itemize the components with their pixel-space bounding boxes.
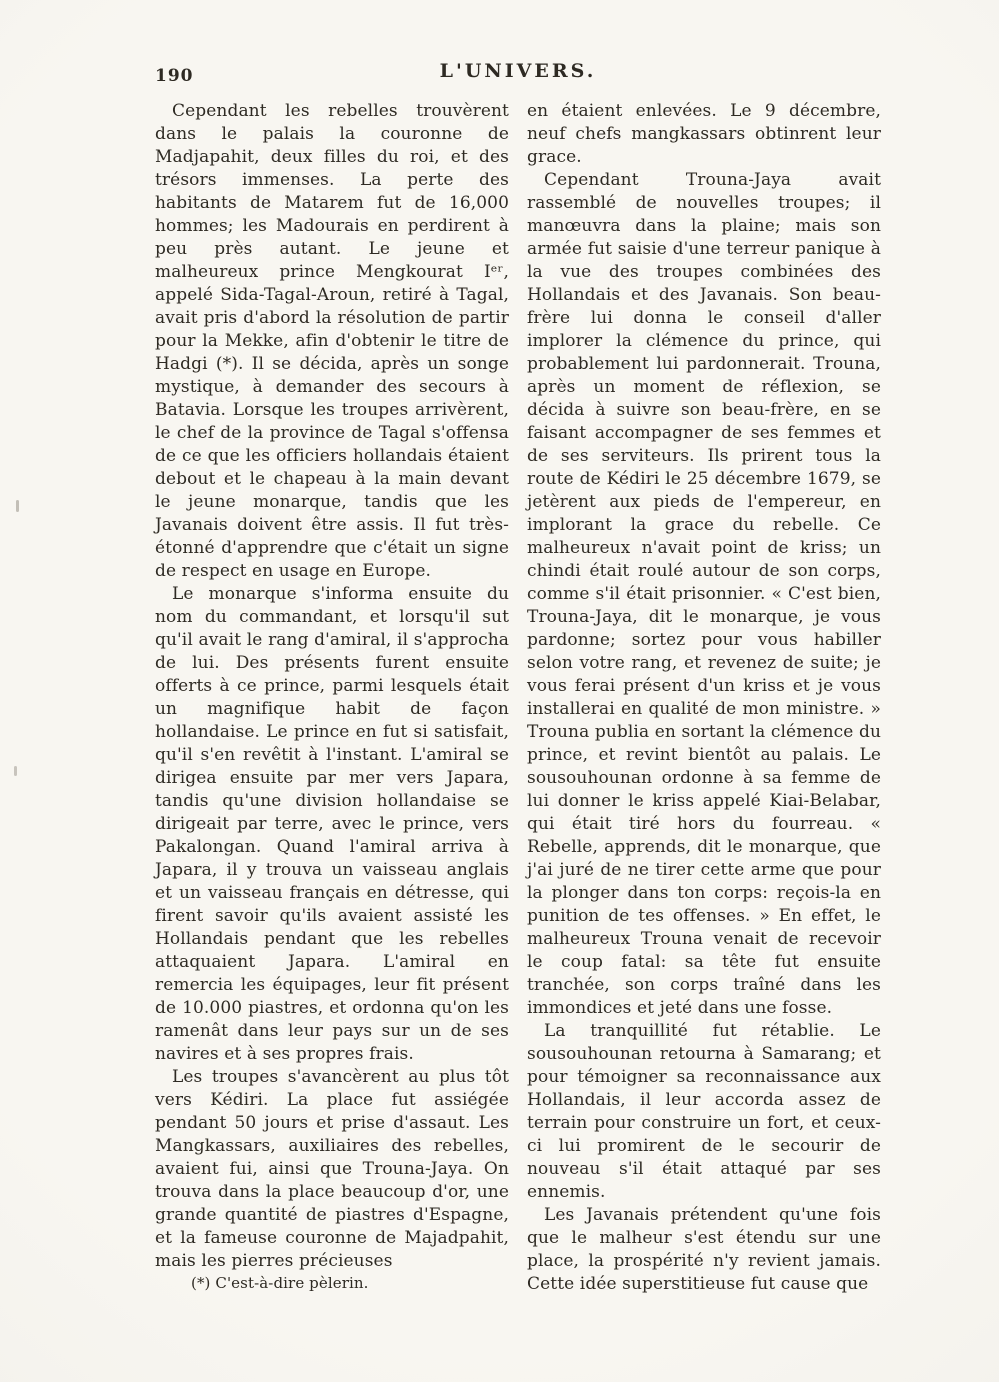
paragraph: Le monarque s'informa ensuite du nom du commandant, et lorsqu'il sut qu'il avait le rang d'amiral, il s'approcha de lui. Des présents furent ensuite offerts à ce prince, parmi lesquels était un magnifique habit de façon hollandaise. Le prince en fut si satisfait, qu'il s'en revêtit à l'instant. L'amiral se dirigea ensuite par mer vers Japara, tandis qu'une division hollandaise se dirigeait par terre, avec le prince, vers Pakalongan. Quand l'amiral arriva à Japara, il y trouva un vaisseau anglais et un vaisseau français en détresse, qui firent savoir qu'ils avaient assisté les Hollandais pendant que les rebelles attaquaient Japara. L'amiral en remercia les équipages, leur fit présent de 10.000 piastres, et ordonna qu'on les ramenât dans leur pays sur un de ses navires et à ses propres frais. bbox=[155, 584, 509, 1064]
running-title: L'UNIVERS. bbox=[439, 60, 597, 82]
scan-artifact bbox=[16, 500, 19, 512]
page-header bbox=[155, 60, 881, 88]
right-column bbox=[527, 100, 881, 1294]
paragraph: en étaient enlevées. Le 9 décembre, neuf chefs mangkassars obtinrent leur grace. bbox=[527, 101, 881, 167]
left-column bbox=[155, 100, 509, 1292]
scan-artifact bbox=[14, 766, 17, 776]
page-number: 190 bbox=[155, 66, 194, 86]
paragraph: Les Javanais prétendent qu'une fois que le malheur s'est étendu sur une place, la prospérité n'y revient jamais. Cette idée superstitieuse fut cause que bbox=[527, 1205, 881, 1294]
paragraph: Cependant les rebelles trouvèrent dans le palais la couronne de Madjapahit, deux filles du roi, et des trésors immenses. La perte des habitants de Matarem fut de 16,000 hommes; les Madourais en perdirent à peu près autant. Le jeune et malheureux prince Mengkourat Iᵉʳ, appelé Sida-Tagal-Aroun, retiré à Tagal, avait pris d'abord la résolution de partir pour la Mekke, afin d'obtenir le titre de Hadgi (*). Il se décida, après un songe mystique, à demander des secours à Batavia. Lorsque les troupes arrivèrent, le chef de la province de Tagal s'offensa de ce que les officiers hollandais étaient debout et le chapeau à la main devant le jeune monarque, tandis que les Javanais doivent être assis. Il fut très-étonné d'apprendre que c'était un signe de respect en usage en Europe. bbox=[155, 101, 509, 581]
paragraph: La tranquillité fut rétablie. Le sousouhounan retourna à Samarang; et pour témoigner sa reconnaissance aux Hollandais, il leur accorda assez de terrain pour construire un fort, et ceux-ci lui promirent de le secourir de nouveau s'il était attaqué par ses ennemis. bbox=[527, 1021, 881, 1202]
footnote: (*) C'est-à-dire pèlerin. bbox=[191, 1274, 369, 1292]
paragraph: Cependant Trouna-Jaya avait rassemblé de nouvelles troupes; il manœuvra dans la plaine; mais son armée fut saisie d'une terreur panique à la vue des troupes combinées des Hollandais et des Javanais. Son beau-frère lui donna le conseil d'aller implorer la clémence du prince, qui probablement lui pardonnerait. Trouna, après un moment de réflexion, se décida à suivre son beau-frère, en se faisant accompagner de ses femmes et de ses serviteurs. Ils prirent tous la route de Kédiri le 25 décembre 1679, se jetèrent aux pieds de l'empereur, en implorant la grace du rebelle. Ce malheureux n'avait point de kriss; un chindi était roulé autour de son corps, comme s'il était prisonnier. « C'est bien, Trouna-Jaya, dit le monarque, je vous pardonne; sortez pour vous habiller selon votre rang, et revenez de suite; je vous ferai présent d'un kriss et je vous installerai en qualité de mon ministre. » Trouna publia en sortant la clémence du prince, et revint bientôt au palais. Le sousouhounan ordonne à sa femme de lui donner le kriss appelé Kiai-Belabar, qui était tiré hors du fourreau. « Rebelle, apprends, dit le monarque, que j'ai juré de ne tirer cette arme que pour la plonger dans ton corps: reçois-la en punition de tes offenses. » En effet, le malheureux Trouna venait de recevoir le coup fatal: sa tête fut ensuite tranchée, son corps traîné dans les immondices et jeté dans une fosse. bbox=[527, 170, 881, 1018]
paragraph: Les troupes s'avancèrent au plus tôt vers Kédiri. La place fut assiégée pendant 50 jours et prise d'assaut. Les Mangkassars, auxiliaires des rebelles, avaient fui, ainsi que Trouna-Jaya. On trouva dans la place beaucoup d'or, une grande quantité de piastres d'Espagne, et la fameuse couronne de Majadpahit, mais les pierres précieuses bbox=[155, 1067, 509, 1271]
text-columns bbox=[155, 100, 881, 1294]
